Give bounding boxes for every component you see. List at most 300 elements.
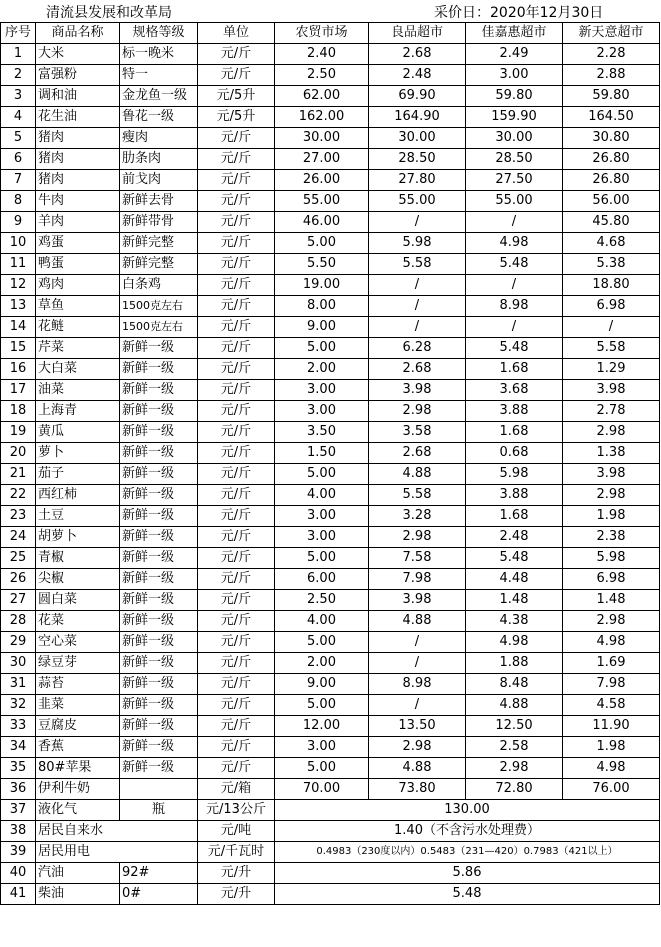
table-row	[1, 65, 660, 86]
price-liangpin: 8.98	[369, 674, 466, 695]
price-xintianyi: 1.38	[563, 443, 660, 464]
price-liangpin: 2.68	[369, 443, 466, 464]
price-liangpin: 73.80	[369, 779, 466, 800]
item-name: 圆白菜	[36, 590, 120, 611]
table-row	[1, 800, 660, 821]
item-name: 土豆	[36, 506, 120, 527]
column-header: 良品超市	[369, 23, 466, 44]
item-name: 牛肉	[36, 191, 120, 212]
table-row	[1, 149, 660, 170]
row-number: 27	[1, 590, 36, 611]
item-spec: 新鲜一级	[120, 611, 198, 632]
office-title: 清流县发展和改革局	[46, 5, 172, 21]
price-liangpin: 13.50	[369, 716, 466, 737]
price-jiajiahui: 5.48	[466, 548, 563, 569]
item-name: 伊利牛奶	[36, 779, 120, 800]
price-xintianyi: 1.48	[563, 590, 660, 611]
price-liangpin: 69.90	[369, 86, 466, 107]
price-liangpin: 3.98	[369, 380, 466, 401]
item-unit: 元/斤	[198, 128, 275, 149]
item-unit: 元/斤	[198, 485, 275, 506]
item-unit: 元/斤	[198, 191, 275, 212]
item-name: 鸭蛋	[36, 254, 120, 275]
price-xintianyi: 18.80	[563, 275, 660, 296]
price-jiajiahui: 8.98	[466, 296, 563, 317]
row-number: 16	[1, 359, 36, 380]
table-row	[1, 401, 660, 422]
price-jiajiahui: 2.98	[466, 758, 563, 779]
row-number: 25	[1, 548, 36, 569]
table-row	[1, 107, 660, 128]
row-number: 30	[1, 653, 36, 674]
row-number: 34	[1, 737, 36, 758]
table-row	[1, 170, 660, 191]
price-xintianyi: 6.98	[563, 569, 660, 590]
item-spec: 新鲜完整	[120, 254, 198, 275]
table-row	[1, 842, 660, 863]
item-unit: 元/斤	[198, 254, 275, 275]
row-number: 23	[1, 506, 36, 527]
table-row	[1, 443, 660, 464]
item-unit: 元/斤	[198, 170, 275, 191]
price-liangpin: /	[369, 695, 466, 716]
row-number: 37	[1, 800, 36, 821]
item-name: 豆腐皮	[36, 716, 120, 737]
price-xintianyi: 4.58	[563, 695, 660, 716]
price-jiajiahui: 2.48	[466, 527, 563, 548]
row-number: 32	[1, 695, 36, 716]
item-name: 液化气	[36, 800, 120, 821]
item-spec: 新鲜一级	[120, 527, 198, 548]
price-farmers-market: 162.00	[275, 107, 369, 128]
item-unit: 元/吨	[198, 821, 275, 842]
column-header: 商品名称	[36, 23, 120, 44]
price-jiajiahui: 3.00	[466, 65, 563, 86]
row-number: 3	[1, 86, 36, 107]
item-spec: 金龙鱼一级	[120, 86, 198, 107]
table-row	[1, 212, 660, 233]
item-unit: 元/斤	[198, 737, 275, 758]
item-unit: 元/斤	[198, 632, 275, 653]
price-xintianyi: 6.98	[563, 296, 660, 317]
table-row	[1, 884, 660, 905]
price-liangpin: 3.58	[369, 422, 466, 443]
item-spec: 新鲜一级	[120, 443, 198, 464]
price-xintianyi: 26.80	[563, 170, 660, 191]
table-row	[1, 569, 660, 590]
item-spec: 新鲜一级	[120, 632, 198, 653]
survey-date: 采价日：2020年12月30日	[434, 5, 604, 21]
item-unit: 元/斤	[198, 611, 275, 632]
price-farmers-market: 19.00	[275, 275, 369, 296]
price-farmers-market: 4.00	[275, 485, 369, 506]
table-row	[1, 128, 660, 149]
item-name: 萝卜	[36, 443, 120, 464]
row-number: 5	[1, 128, 36, 149]
item-name: 草鱼	[36, 296, 120, 317]
price-liangpin: 30.00	[369, 128, 466, 149]
price-jiajiahui: 55.00	[466, 191, 563, 212]
item-unit: 元/斤	[198, 590, 275, 611]
item-unit: 元/斤	[198, 716, 275, 737]
price-liangpin: 5.98	[369, 233, 466, 254]
item-name: 西红柿	[36, 485, 120, 506]
price-xintianyi: 45.80	[563, 212, 660, 233]
item-name: 青椒	[36, 548, 120, 569]
item-name: 胡萝卜	[36, 527, 120, 548]
merged-price: 130.00	[275, 800, 660, 821]
price-jiajiahui: 4.98	[466, 233, 563, 254]
table-row	[1, 464, 660, 485]
price-farmers-market: 2.00	[275, 653, 369, 674]
price-farmers-market: 3.50	[275, 422, 369, 443]
item-name: 鸡肉	[36, 275, 120, 296]
row-number: 7	[1, 170, 36, 191]
row-number: 17	[1, 380, 36, 401]
price-liangpin: 4.88	[369, 464, 466, 485]
item-name: 羊肉	[36, 212, 120, 233]
price-farmers-market: 5.00	[275, 548, 369, 569]
row-number: 31	[1, 674, 36, 695]
item-unit: 元/斤	[198, 317, 275, 338]
price-farmers-market: 27.00	[275, 149, 369, 170]
price-jiajiahui: 4.88	[466, 695, 563, 716]
item-unit: 元/斤	[198, 338, 275, 359]
item-spec: 新鲜一级	[120, 716, 198, 737]
item-spec: 新鲜一级	[120, 338, 198, 359]
row-number: 11	[1, 254, 36, 275]
item-unit: 元/5升	[198, 86, 275, 107]
price-xintianyi: 2.38	[563, 527, 660, 548]
price-jiajiahui: 27.50	[466, 170, 563, 191]
price-jiajiahui: 8.48	[466, 674, 563, 695]
price-liangpin: 3.98	[369, 590, 466, 611]
row-number: 38	[1, 821, 36, 842]
price-jiajiahui: 4.98	[466, 632, 563, 653]
item-spec: 瓶	[120, 800, 198, 821]
item-unit: 元/斤	[198, 443, 275, 464]
price-liangpin: 2.98	[369, 527, 466, 548]
price-jiajiahui: 5.98	[466, 464, 563, 485]
price-farmers-market: 8.00	[275, 296, 369, 317]
price-xintianyi: 26.80	[563, 149, 660, 170]
item-unit: 元/斤	[198, 149, 275, 170]
price-jiajiahui: 159.90	[466, 107, 563, 128]
price-xintianyi: 59.80	[563, 86, 660, 107]
item-spec: 瘦肉	[120, 128, 198, 149]
price-jiajiahui: 2.58	[466, 737, 563, 758]
price-farmers-market: 4.00	[275, 611, 369, 632]
price-farmers-market: 5.00	[275, 233, 369, 254]
item-unit: 元/斤	[198, 422, 275, 443]
merged-price: 5.86	[275, 863, 660, 884]
price-farmers-market: 3.00	[275, 380, 369, 401]
item-name: 富强粉	[36, 65, 120, 86]
price-xintianyi: 2.98	[563, 422, 660, 443]
column-header: 佳嘉惠超市	[466, 23, 563, 44]
price-jiajiahui: 72.80	[466, 779, 563, 800]
column-header: 农贸市场	[275, 23, 369, 44]
price-jiajiahui: 59.80	[466, 86, 563, 107]
merged-price: 5.48	[275, 884, 660, 905]
row-number: 20	[1, 443, 36, 464]
price-xintianyi: 1.98	[563, 506, 660, 527]
item-spec: 新鲜一级	[120, 695, 198, 716]
table-row	[1, 275, 660, 296]
item-name: 大白菜	[36, 359, 120, 380]
item-name: 花鲢	[36, 317, 120, 338]
report-header	[0, 0, 661, 22]
item-spec: 新鲜一级	[120, 506, 198, 527]
price-liangpin: 2.48	[369, 65, 466, 86]
column-header: 新天意超市	[563, 23, 660, 44]
row-number: 15	[1, 338, 36, 359]
price-farmers-market: 6.00	[275, 569, 369, 590]
price-jiajiahui: 3.68	[466, 380, 563, 401]
item-unit: 元/斤	[198, 758, 275, 779]
price-farmers-market: 55.00	[275, 191, 369, 212]
price-xintianyi: 5.98	[563, 548, 660, 569]
table-row	[1, 674, 660, 695]
price-liangpin: 164.90	[369, 107, 466, 128]
price-jiajiahui: 1.68	[466, 506, 563, 527]
item-spec: 新鲜一级	[120, 359, 198, 380]
item-unit: 元/斤	[198, 695, 275, 716]
row-number: 22	[1, 485, 36, 506]
price-xintianyi: 7.98	[563, 674, 660, 695]
price-xintianyi: 56.00	[563, 191, 660, 212]
item-name: 蒜苔	[36, 674, 120, 695]
price-liangpin: 28.50	[369, 149, 466, 170]
price-jiajiahui: 1.68	[466, 422, 563, 443]
item-spec: 92#	[120, 863, 198, 884]
item-name: 调和油	[36, 86, 120, 107]
price-xintianyi: 4.98	[563, 758, 660, 779]
table-row	[1, 485, 660, 506]
price-xintianyi: 2.78	[563, 401, 660, 422]
row-number: 39	[1, 842, 36, 863]
price-xintianyi: 3.98	[563, 464, 660, 485]
item-name: 居民自来水	[36, 821, 198, 842]
price-xintianyi: 5.38	[563, 254, 660, 275]
item-spec: 新鲜一级	[120, 674, 198, 695]
price-farmers-market: 5.00	[275, 695, 369, 716]
price-farmers-market: 5.00	[275, 632, 369, 653]
item-name: 猪肉	[36, 128, 120, 149]
column-header: 规格等级	[120, 23, 198, 44]
item-spec: 新鲜带骨	[120, 212, 198, 233]
merged-price: 0.4983（230度以内）0.5483（231—420）0.7983（421以上）	[275, 842, 660, 863]
price-farmers-market: 2.00	[275, 359, 369, 380]
price-liangpin: 3.28	[369, 506, 466, 527]
column-header: 单位	[198, 23, 275, 44]
price-farmers-market: 12.00	[275, 716, 369, 737]
table-row	[1, 590, 660, 611]
price-liangpin: 55.00	[369, 191, 466, 212]
row-number: 29	[1, 632, 36, 653]
item-spec: 新鲜去骨	[120, 191, 198, 212]
row-number: 10	[1, 233, 36, 254]
price-farmers-market: 5.00	[275, 758, 369, 779]
item-name: 芹菜	[36, 338, 120, 359]
table-row	[1, 695, 660, 716]
item-unit: 元/5升	[198, 107, 275, 128]
table-row	[1, 779, 660, 800]
item-unit: 元/箱	[198, 779, 275, 800]
item-spec: 新鲜一级	[120, 737, 198, 758]
table-row	[1, 653, 660, 674]
row-number: 24	[1, 527, 36, 548]
item-unit: 元/千瓦时	[198, 842, 275, 863]
item-unit: 元/斤	[198, 212, 275, 233]
price-liangpin: 2.98	[369, 737, 466, 758]
price-jiajiahui: 12.50	[466, 716, 563, 737]
item-name: 茄子	[36, 464, 120, 485]
row-number: 4	[1, 107, 36, 128]
item-name: 花生油	[36, 107, 120, 128]
price-farmers-market: 30.00	[275, 128, 369, 149]
price-liangpin: 2.68	[369, 359, 466, 380]
table-row	[1, 506, 660, 527]
item-unit: 元/斤	[198, 296, 275, 317]
item-spec: 新鲜一级	[120, 422, 198, 443]
item-spec: 肋条肉	[120, 149, 198, 170]
row-number: 8	[1, 191, 36, 212]
item-unit: 元/斤	[198, 653, 275, 674]
row-number: 6	[1, 149, 36, 170]
item-name: 韭菜	[36, 695, 120, 716]
item-name: 黄瓜	[36, 422, 120, 443]
price-xintianyi: 11.90	[563, 716, 660, 737]
price-jiajiahui: /	[466, 212, 563, 233]
price-xintianyi: 2.88	[563, 65, 660, 86]
price-farmers-market: 5.50	[275, 254, 369, 275]
price-xintianyi: 1.29	[563, 359, 660, 380]
price-liangpin: /	[369, 632, 466, 653]
row-number: 36	[1, 779, 36, 800]
item-unit: 元/13公斤	[198, 800, 275, 821]
item-spec: 新鲜一级	[120, 380, 198, 401]
item-name: 大米	[36, 44, 120, 65]
item-spec: 新鲜完整	[120, 233, 198, 254]
table-row	[1, 821, 660, 842]
item-name: 鸡蛋	[36, 233, 120, 254]
row-number: 14	[1, 317, 36, 338]
item-spec: 1500克左右	[120, 296, 198, 317]
table-row	[1, 422, 660, 443]
item-unit: 元/斤	[198, 506, 275, 527]
item-unit: 元/斤	[198, 569, 275, 590]
item-spec: 1500克左右	[120, 317, 198, 338]
item-spec: 新鲜一级	[120, 653, 198, 674]
table-row	[1, 233, 660, 254]
price-xintianyi: 30.80	[563, 128, 660, 149]
price-jiajiahui: 30.00	[466, 128, 563, 149]
row-number: 1	[1, 44, 36, 65]
item-unit: 元/升	[198, 863, 275, 884]
price-jiajiahui: 1.68	[466, 359, 563, 380]
item-name: 猪肉	[36, 149, 120, 170]
price-xintianyi: 5.58	[563, 338, 660, 359]
price-jiajiahui: 1.88	[466, 653, 563, 674]
item-unit: 元/斤	[198, 527, 275, 548]
item-spec: 标一晚米	[120, 44, 198, 65]
table-row	[1, 191, 660, 212]
row-number: 13	[1, 296, 36, 317]
row-number: 12	[1, 275, 36, 296]
price-liangpin: /	[369, 317, 466, 338]
price-xintianyi: 76.00	[563, 779, 660, 800]
table-row	[1, 863, 660, 884]
item-spec: 新鲜一级	[120, 401, 198, 422]
price-farmers-market: 3.00	[275, 401, 369, 422]
table-row	[1, 359, 660, 380]
item-unit: 元/斤	[198, 401, 275, 422]
price-jiajiahui: 3.88	[466, 485, 563, 506]
price-xintianyi: 2.98	[563, 611, 660, 632]
item-spec: 鲁花一级	[120, 107, 198, 128]
item-name: 油菜	[36, 380, 120, 401]
item-unit: 元/斤	[198, 275, 275, 296]
item-unit: 元/斤	[198, 548, 275, 569]
item-unit: 元/升	[198, 884, 275, 905]
row-number: 40	[1, 863, 36, 884]
price-liangpin: 5.58	[369, 485, 466, 506]
item-name: 空心菜	[36, 632, 120, 653]
item-unit: 元/斤	[198, 233, 275, 254]
item-spec: 白条鸡	[120, 275, 198, 296]
item-spec: 前戈肉	[120, 170, 198, 191]
item-spec: 0#	[120, 884, 198, 905]
price-jiajiahui: 4.48	[466, 569, 563, 590]
row-number: 21	[1, 464, 36, 485]
item-name: 绿豆芽	[36, 653, 120, 674]
item-name: 柴油	[36, 884, 120, 905]
price-farmers-market: 5.00	[275, 464, 369, 485]
price-farmers-market: 1.50	[275, 443, 369, 464]
row-number: 18	[1, 401, 36, 422]
price-xintianyi: 4.68	[563, 233, 660, 254]
price-xintianyi: 4.98	[563, 632, 660, 653]
item-spec: 新鲜一级	[120, 758, 198, 779]
table-row	[1, 758, 660, 779]
price-jiajiahui: /	[466, 317, 563, 338]
price-farmers-market: 3.00	[275, 737, 369, 758]
row-number: 26	[1, 569, 36, 590]
item-name: 尖椒	[36, 569, 120, 590]
price-jiajiahui: 28.50	[466, 149, 563, 170]
price-liangpin: 27.80	[369, 170, 466, 191]
price-jiajiahui: /	[466, 275, 563, 296]
item-unit: 元/斤	[198, 464, 275, 485]
price-xintianyi: 1.69	[563, 653, 660, 674]
row-number: 41	[1, 884, 36, 905]
price-liangpin: /	[369, 212, 466, 233]
price-jiajiahui: 5.48	[466, 254, 563, 275]
price-liangpin: 7.98	[369, 569, 466, 590]
price-farmers-market: 2.40	[275, 44, 369, 65]
price-farmers-market: 46.00	[275, 212, 369, 233]
row-number: 19	[1, 422, 36, 443]
item-spec	[120, 779, 198, 800]
item-spec: 新鲜一级	[120, 569, 198, 590]
row-number: 9	[1, 212, 36, 233]
price-xintianyi: 2.28	[563, 44, 660, 65]
column-header: 序号	[1, 23, 36, 44]
item-name: 猪肉	[36, 170, 120, 191]
item-spec: 新鲜一级	[120, 464, 198, 485]
row-number: 35	[1, 758, 36, 779]
